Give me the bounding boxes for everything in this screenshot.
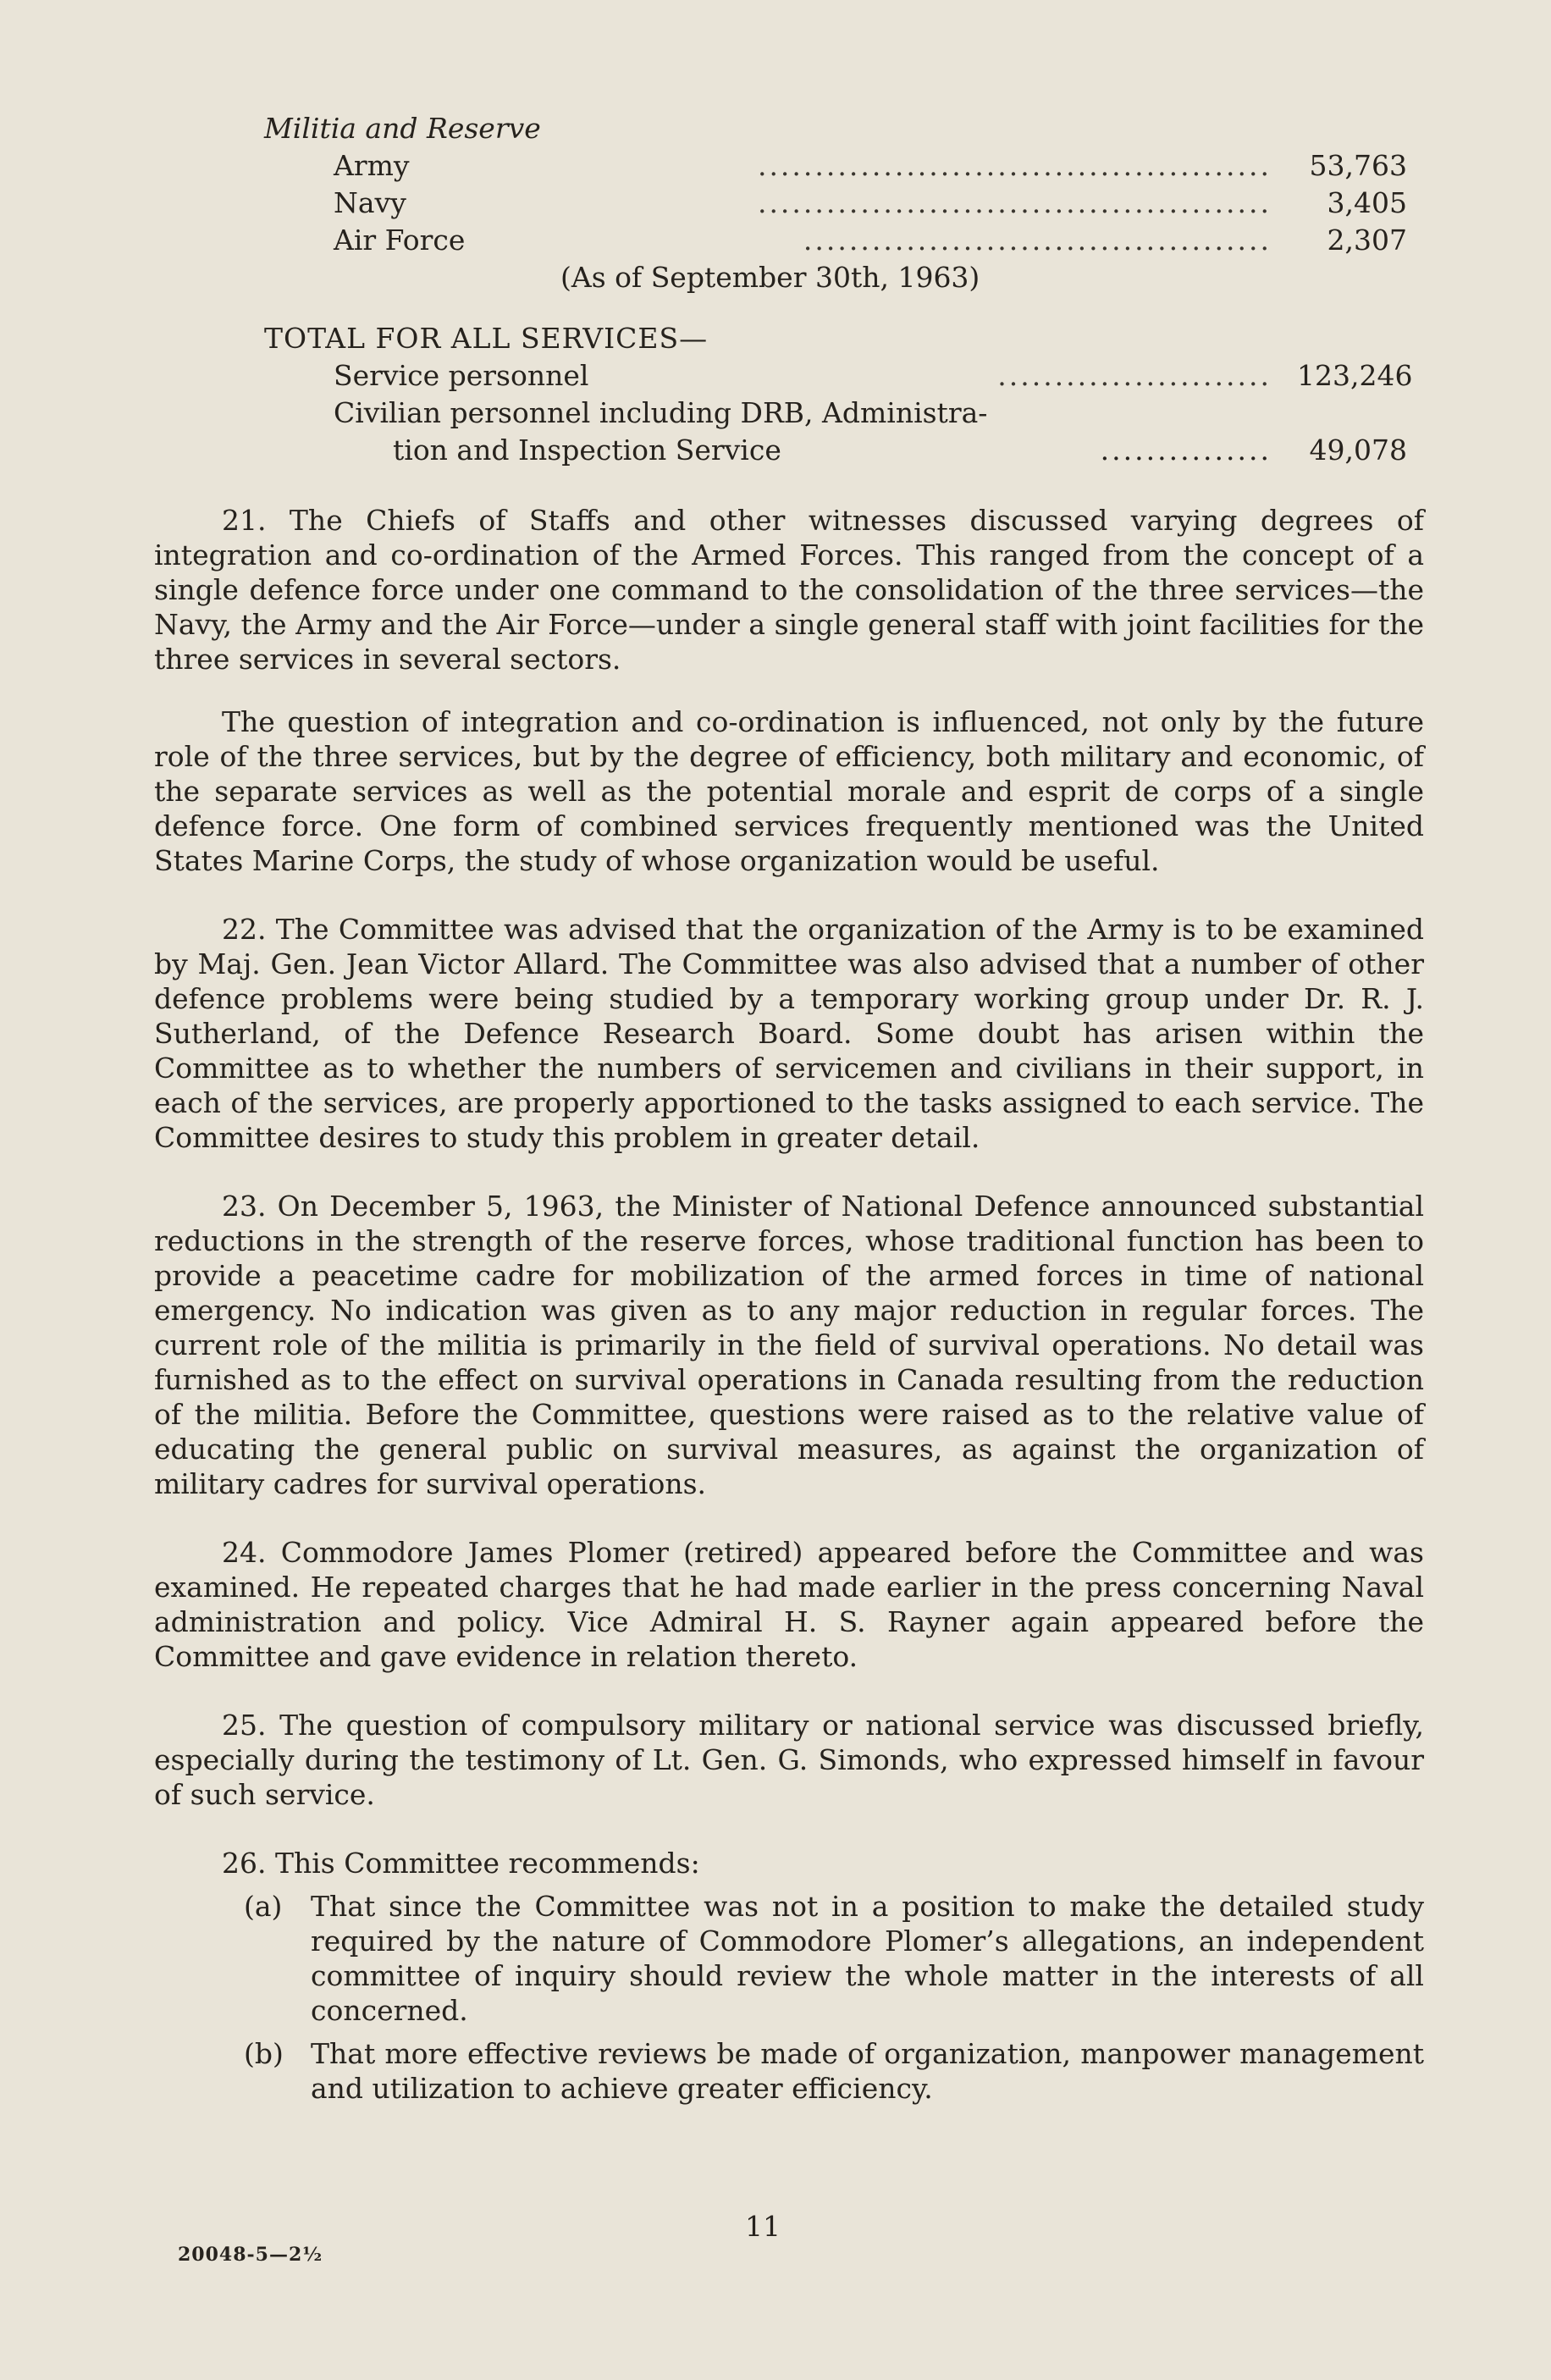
- paragraph-22: [154, 912, 1424, 1155]
- personnel-table: [154, 110, 1424, 469]
- paragraph-25: [154, 1708, 1424, 1812]
- leader-dots: .........................................: [803, 224, 1272, 257]
- civilian-label-line1: Civilian personnel including DRB, Administra-: [334, 396, 988, 429]
- row-value: 53,763: [1309, 149, 1407, 182]
- recommendations-lead: 26. This Committee recommends:: [222, 1847, 700, 1880]
- table-row-army: [154, 147, 1424, 185]
- leader-dots: .............................................: [757, 186, 1272, 219]
- as-of-note: (As of September 30th, 1963): [560, 261, 980, 294]
- page-number: 11: [745, 2210, 781, 2243]
- paragraph-text: 24. Commodore James Plomer (retired) appeared before the Committee and was examined. He repeated charges that he had made earlier in the press concerning Naval administration and policy. Vice Admiral H. S. Rayner again appeared before the Committee and gave evidence in relation thereto.: [154, 1536, 1424, 1673]
- item-marker: (b): [244, 2037, 284, 2070]
- paragraph-text: The question of integration and co-ordination is influenced, not only by the future role of the three services, but by the degree of efficiency, both military and economic, of the separate services as well as the potential morale and esprit de corps of a single defence force. One form of combined services frequently mentioned was the United States Marine Corps, the study of whose organization would be useful.: [154, 705, 1424, 877]
- paragraph-21b: [154, 704, 1424, 878]
- page-content: [154, 110, 1424, 2106]
- item-text: That since the Committee was not in a position to make the detailed study required by the nature of Commodore Plomer’s allegations, an independent committee of inquiry should review the whole matter in the interests of all concerned.: [311, 1890, 1424, 2027]
- row-label: Air Force: [334, 224, 466, 257]
- table-row-civilian-personnel: [154, 432, 1424, 469]
- leader-dots: .............................................: [757, 149, 1272, 182]
- paragraph-text: 22. The Committee was advised that the organization of the Army is to be examined by Maj. Gen. Jean Victor Allard. The Committee was also advised that a number of other defence problems were being studied by a temporary working group under Dr. R. J. Sutherland, of the Defence Research Board. Some doubt has arisen within the Committee as to whether the numbers of servicemen and civilians in their support, in each of the services, are properly apportioned to the tasks assigned to each service. The Committee desires to study this problem in greater detail.: [154, 913, 1424, 1154]
- row-label: Service personnel: [334, 359, 589, 392]
- item-marker: (a): [244, 1890, 283, 1923]
- paragraph-23: [154, 1189, 1424, 1501]
- total-heading: TOTAL FOR ALL SERVICES—: [264, 322, 709, 355]
- recommendation-item: [154, 1889, 1424, 2028]
- paragraph-24: [154, 1535, 1424, 1674]
- row-value: 2,307: [1327, 224, 1407, 257]
- paragraph-text: 23. On December 5, 1963, the Minister of National Defence announced substantial reductions in the strength of the reserve forces, whose traditional function has been to provide a peacetime cadre for mobilization of the armed forces in time of national emergency. No indication was given as to any major reduction in regular forces. The current role of the militia is primarily in the field of survival operations. No detail was furnished as to the effect on survival operations in Canada resulting from the reduction of the militia. Before the Committee, questions were raised as to the relative value of educating the general public on survival measures, as against the organization of military cadres for survival operations.: [154, 1190, 1424, 1500]
- row-label: Navy: [334, 186, 406, 219]
- leader-dots: ........................: [997, 359, 1272, 392]
- row-value: 49,078: [1309, 433, 1407, 467]
- recommendation-item: [154, 2036, 1424, 2106]
- militia-heading: Militia and Reserve: [264, 112, 541, 145]
- row-value: 123,246: [1297, 359, 1413, 392]
- row-label: tion and Inspection Service: [393, 433, 781, 467]
- paragraph-text: 21. The Chiefs of Staffs and other witnesses discussed varying degrees of integration and co-ordination of the Armed Forces. This ranged from the concept of a single defence force under one command to the consolidation of the three services—the Navy, the Army and the Air Force—under a single general staff with joint facilities for the three services in several sectors.: [154, 504, 1424, 676]
- table-row-service-personnel: [154, 357, 1424, 395]
- row-value: 3,405: [1327, 186, 1407, 219]
- item-text: That more effective reviews be made of organization, manpower management and utilization to achieve greater efficiency.: [311, 2037, 1424, 2105]
- recommendations: [154, 1846, 1424, 2106]
- print-code: 20048-5—2½: [178, 2244, 323, 2266]
- paragraph-text: 25. The question of compulsory military or national service was discussed briefly, especially during the testimony of Lt. Gen. G. Simonds, who expressed himself in favour of such service.: [154, 1709, 1424, 1811]
- leader-dots: ...............: [1100, 433, 1272, 467]
- table-row-air-force: [154, 222, 1424, 259]
- paragraph-21a: [154, 503, 1424, 676]
- row-label: Army: [334, 149, 410, 182]
- table-row-navy: [154, 185, 1424, 222]
